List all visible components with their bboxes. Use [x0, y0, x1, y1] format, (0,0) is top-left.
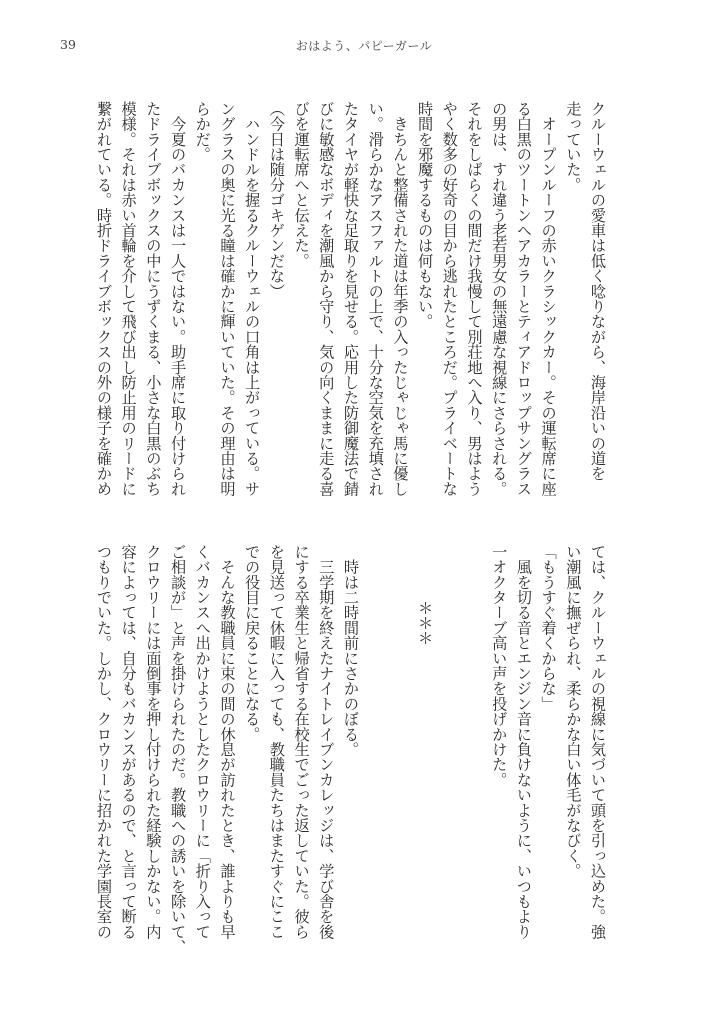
blank-line	[462, 544, 487, 944]
text-column: 繋がれている。時折ドライブボックスの外の様子を確かめ	[94, 101, 113, 497]
text-column: い潮風に撫ぜられ、柔らかな白い体毛がなびく。	[564, 544, 583, 879]
text-block-top	[91, 101, 610, 497]
text-column: 「もうすぐ着くからな」	[539, 544, 558, 712]
text-column: 容によっては、自分もバカンスがあるので、と言って断る	[119, 544, 138, 940]
text-column: らかだ。	[193, 101, 212, 162]
text-column: 模様。それは赤い首輪を介して飛び出し防止用のリードに	[119, 101, 138, 497]
blank-line	[388, 544, 413, 944]
text-column: クロウリーには面倒事を押し付けられた経験しかない。内	[144, 544, 163, 940]
text-column: い。滑らかなアスファルトの上で、十分な空気を充填され	[366, 101, 385, 497]
text-column: 時は二時間前にさかのぼる。	[341, 544, 360, 757]
text-column: 風を切る音とエンジン音に負けないように、いつもより	[514, 544, 533, 940]
text-column: ては、クルーウェルの視線に気づいて頭を引っ込めた。強	[589, 544, 607, 940]
section-separator: ＊＊＊	[416, 600, 435, 646]
text-column: の男は、すれ違う老若男女の無遠慮な視線にさらされる。	[490, 101, 509, 497]
text-column: そんな教職員に束の間の休息が訪れたとき、誰よりも早	[218, 544, 237, 940]
text-column: 一オクターブ高い声を投げかけた。	[490, 544, 509, 788]
text-column: 三学期を終えたナイトレイブンカレッジは、学び舎を後	[317, 544, 336, 940]
text-column: での役目に戻ることになる。	[243, 544, 262, 742]
text-column: びを運転席へと伝えた。	[292, 101, 311, 269]
text-column: にする卒業生と帰省する在校生でごった返していた。彼ら	[292, 544, 311, 940]
text-column: つもりでいた。しかし、クロウリーに招かれた学園長室の	[94, 544, 113, 940]
text-column: くバカンスへ出かけようとしたクロウリーに「折り入って	[193, 544, 212, 940]
text-column: 走っていた。	[564, 101, 583, 193]
blank-line	[363, 544, 388, 944]
blank-line	[437, 544, 462, 944]
text-column: びに敏感なボディを潮風から守り、気の向くままに走る喜	[317, 101, 336, 497]
text-column: クルーウェルの愛車は低く唸りながら、海岸沿いの道を	[589, 101, 607, 481]
text-column: やく数多の好奇の目から逃れたところだ。プライベートな	[440, 101, 459, 497]
running-title: おはよう、パピーガール	[295, 39, 433, 53]
text-column: を見送って休暇に入っても、教職員たちはまたすぐにここ	[267, 544, 286, 940]
text-column: 時間を邪魔するものは何もない。	[416, 101, 435, 329]
text-column: オープンルーフの赤いクラシックカー。その運転席に座	[539, 101, 558, 497]
text-column: たドライブボックスの中にうずくまる、小さな白黒のぶち	[144, 101, 163, 497]
text-column: それをしばらくの間だけ我慢して別荘地へ入り、男はよう	[465, 101, 484, 497]
text-column: きちんと整備された道は年季の入ったじゃじゃ馬に優し	[391, 101, 410, 497]
text-column: ご相談が」と声を掛けられたのだ。教職への誘いを除いて、	[169, 544, 188, 955]
text-column: たタイヤが軽快な足取りを見せる。応用した防御魔法で錆	[341, 101, 360, 497]
text-column: ハンドルを握るクルーウェルの口角は上がっている。サ	[243, 101, 262, 497]
text-column: （今日は随分ゴキゲンだな）	[267, 101, 286, 299]
text-column: 今夏のバカンスは一人ではない。助手席に取り付けられ	[169, 101, 188, 497]
page-number: 39	[60, 37, 76, 52]
text-block-bottom	[91, 544, 610, 955]
text-column: る白黒のツートンヘアカラーとティアドロップサングラス	[514, 101, 533, 497]
text-column: ングラスの奥に光る瞳は確かに輝いていた。その理由は明	[218, 101, 237, 497]
